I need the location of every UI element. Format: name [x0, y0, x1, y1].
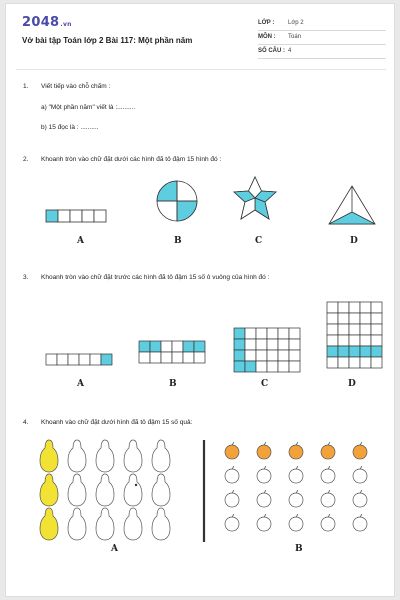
q3-grid-d — [327, 302, 382, 368]
q1-part-a: a) "Một phần năm" viết là :.......... — [41, 104, 136, 111]
q4-pear-group-a — [40, 440, 200, 540]
q4-label-b[interactable]: B — [295, 544, 303, 554]
site-logo[interactable]: 2048.vn — [22, 15, 72, 30]
q2-shape-d-triangle — [328, 184, 378, 226]
q3-grid-b — [139, 341, 205, 365]
meta-grade: LỚP : Lớp 2 — [258, 18, 386, 31]
q4-label-a[interactable]: A — [111, 544, 118, 554]
meta-subject: MÔN : Toán — [258, 32, 386, 45]
q3-label-d[interactable]: D — [348, 379, 356, 389]
q2-shape-b-circle — [156, 180, 198, 222]
q3-label-b[interactable]: B — [169, 379, 177, 389]
q4-orange-group-b — [224, 442, 364, 534]
q2-shape-c-star — [232, 174, 278, 224]
header-divider — [16, 69, 386, 70]
q3-grid-c — [234, 328, 300, 372]
q2-label-d[interactable]: D — [350, 236, 358, 246]
meta-question-count: SỐ CÂU : 4 — [258, 46, 386, 59]
q2-label-a[interactable]: A — [77, 236, 84, 246]
q2-label-c[interactable]: C — [255, 236, 263, 246]
q3-label-a[interactable]: A — [77, 379, 84, 389]
q2-label-b[interactable]: B — [174, 236, 182, 246]
q3-label-c[interactable]: C — [261, 379, 269, 389]
q1-part-b: b) 15 đọc là : .......... — [41, 124, 99, 131]
q3-grid-a — [46, 354, 112, 367]
worksheet-page: 2048.vn Vở bài tập Toán lớp 2 Bài 117: Một phần năm LỚP : Lớp 2 MÔN : Toán SỐ CÂU : 4 1. Viết tiếp vào chỗ chấm : a) "Một phần năm" viết là :.......... b) 15 đọc là : .......... 2. Khoanh tròn vào chữ đặt dưới các hình đã tô đậm 15 hình đó : A B C D 3. Khoanh tròn vào chữ đặt trước các hình đã tô đậm 15 số ô vuông của hình đó : A B C D 4. Khoanh vào chữ đặt dưới hình đã tô đậm 15 số quả: A B — [5, 3, 395, 597]
worksheet-title: Vở bài tập Toán lớp 2 Bài 117: Một phần năm — [22, 36, 193, 45]
q4-divider — [202, 440, 206, 542]
q2-shape-a-strip — [46, 210, 106, 224]
